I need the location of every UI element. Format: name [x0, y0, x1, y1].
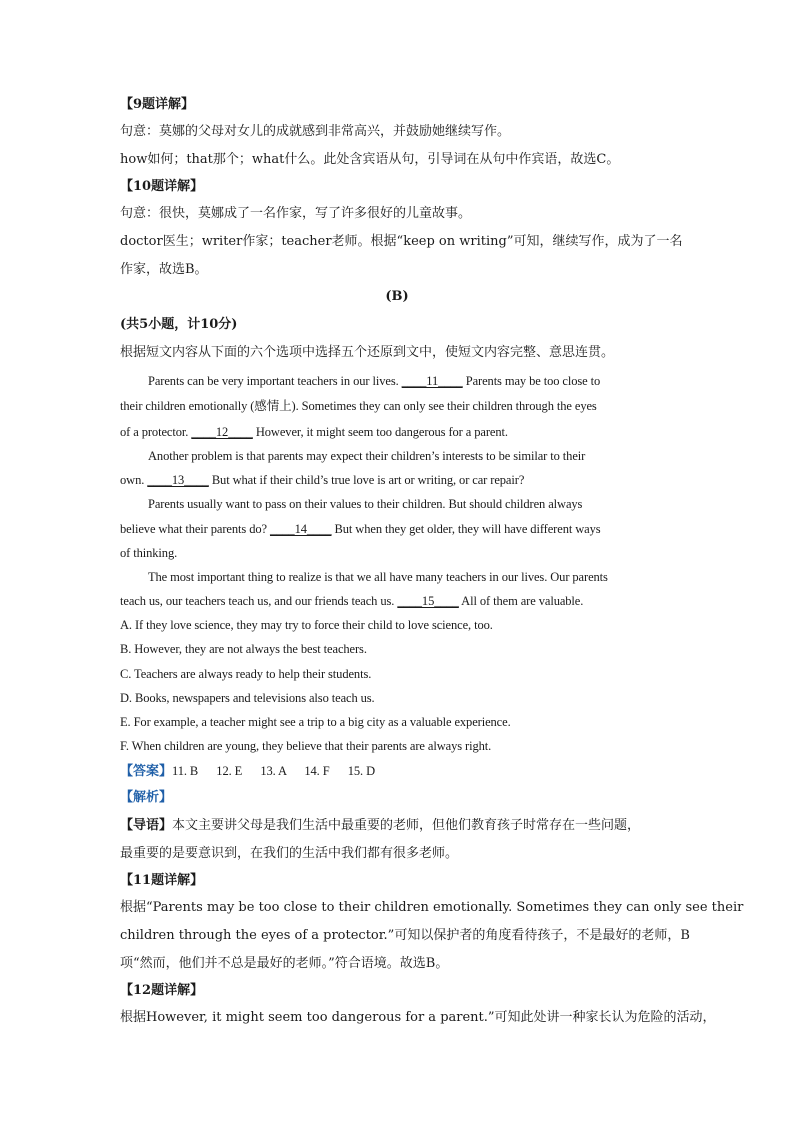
answer-line: [120, 762, 375, 781]
passage-p4-line2: [120, 592, 583, 610]
guide-line1: [120, 817, 640, 835]
q11-line3: 项“然而，他们并不总是最好的老师。”符合语境。故选B。: [120, 956, 449, 971]
passage-text: But what if their child’s true love is art or writing, or car repair?: [208, 473, 525, 487]
passage-p2-line1: Another problem is that parents may expect their children’s interests to be similar to their: [148, 449, 586, 463]
answer-label: 【答案】: [120, 764, 173, 779]
guide-line2: 最重要的是要意识到，在我们的生活中我们都有很多老师。: [120, 846, 459, 861]
q11-line1: 根据“Parents may be too close to their children emotionally. Sometimes they can only see their: [120, 900, 744, 915]
q10-sense: 句意：很快，莫娜成了一名作家，写了许多很好的儿童故事。: [120, 206, 472, 221]
passage-text: However, it might seem too dangerous for a parent.: [252, 425, 508, 439]
blank-15: ____15____: [397, 594, 459, 608]
option-a: A. If they love science, they may try to force their child to love science, too.: [120, 618, 493, 632]
passage-text: of a protector.: [120, 425, 192, 439]
passage-text: believe what their parents do?: [120, 522, 270, 536]
q10-analysis-line2: 作家，故选B。: [120, 262, 208, 277]
q11-line2: children through the eyes of a protector.”可知以保护者的角度看待孩子，不是最好的老师，B: [120, 928, 690, 943]
passage-p4-line1: The most important thing to realize is that we all have many teachers in our lives. Our parents: [148, 570, 608, 584]
q10-analysis-line1: doctor医生；writer作家；teacher老师。根据“keep on writing”可知，继续写作，成为了一名: [120, 234, 683, 249]
part-b-subtitle: (共5小题，计10分): [120, 317, 238, 332]
passage-p3-line3: of thinking.: [120, 546, 178, 560]
option-e: E. For example, a teacher might see a trip to a big city as a valuable experience.: [120, 715, 511, 729]
passage-p1-line2: their children emotionally (感情上). Sometimes they can only see their children through the eyes: [120, 399, 597, 413]
passage-p3-line1: Parents usually want to pass on their values to their children. But should children always: [148, 497, 583, 511]
option-d: D. Books, newspapers and televisions also teach us.: [120, 691, 375, 705]
option-b: B. However, they are not always the best teachers.: [120, 642, 367, 656]
q12-header: 【12题详解】: [120, 983, 204, 998]
passage-text: Parents may be too close to: [462, 374, 601, 388]
blank-14: ____14____: [269, 522, 332, 536]
passage-text: All of them are valuable.: [458, 594, 584, 608]
option-f: F. When children are young, they believe that their parents are always right.: [120, 739, 492, 753]
passage-text: Parents can be very important teachers in our lives.: [148, 374, 402, 388]
passage-p1-line3: [120, 423, 508, 441]
analysis-label: 【解析】: [120, 790, 173, 805]
q12-line1: 根据However, it might seem too dangerous for a parent.”可知此处讲一种家长认为危险的活动，: [120, 1010, 716, 1025]
q11-header: 【11题详解】: [120, 873, 204, 888]
guide-text: 本文主要讲父母是我们生活中最重要的老师，但他们教育孩子时常存在一些问题，: [172, 818, 641, 833]
blank-12: ____12____: [191, 425, 253, 439]
passage-p2-line2: [120, 471, 524, 489]
passage-text: teach us, our teachers teach us, and our friends teach us.: [120, 594, 398, 608]
q10-header: 【10题详解】: [120, 179, 204, 194]
q9-header: 【9题详解】: [120, 97, 195, 112]
passage-text: But when they get older, they will have different ways: [331, 522, 601, 536]
passage-p3-line2: [120, 520, 601, 538]
q9-analysis: how如何；that那个；what什么。此处含宾语从句，引导词在从句中作宾语，故选C。: [120, 152, 620, 167]
option-c: C. Teachers are always ready to help their students.: [120, 667, 372, 681]
passage-text: own.: [120, 473, 148, 487]
answer-values: 11. B 12. E 13. A 14. F 15. D: [172, 764, 376, 778]
blank-11: ____11____: [401, 374, 463, 388]
part-b-title: (B): [385, 289, 409, 304]
guide-label: 【导语】: [120, 818, 173, 833]
blank-13: ____13____: [147, 473, 209, 487]
part-b-instruction: 根据短文内容从下面的六个选项中选择五个还原到文中，使短文内容完整、意思连贯。: [120, 345, 615, 360]
passage-p1-line1: [148, 372, 600, 390]
q9-sense: 句意：莫娜的父母对女儿的成就感到非常高兴，并鼓励她继续写作。: [120, 124, 511, 139]
